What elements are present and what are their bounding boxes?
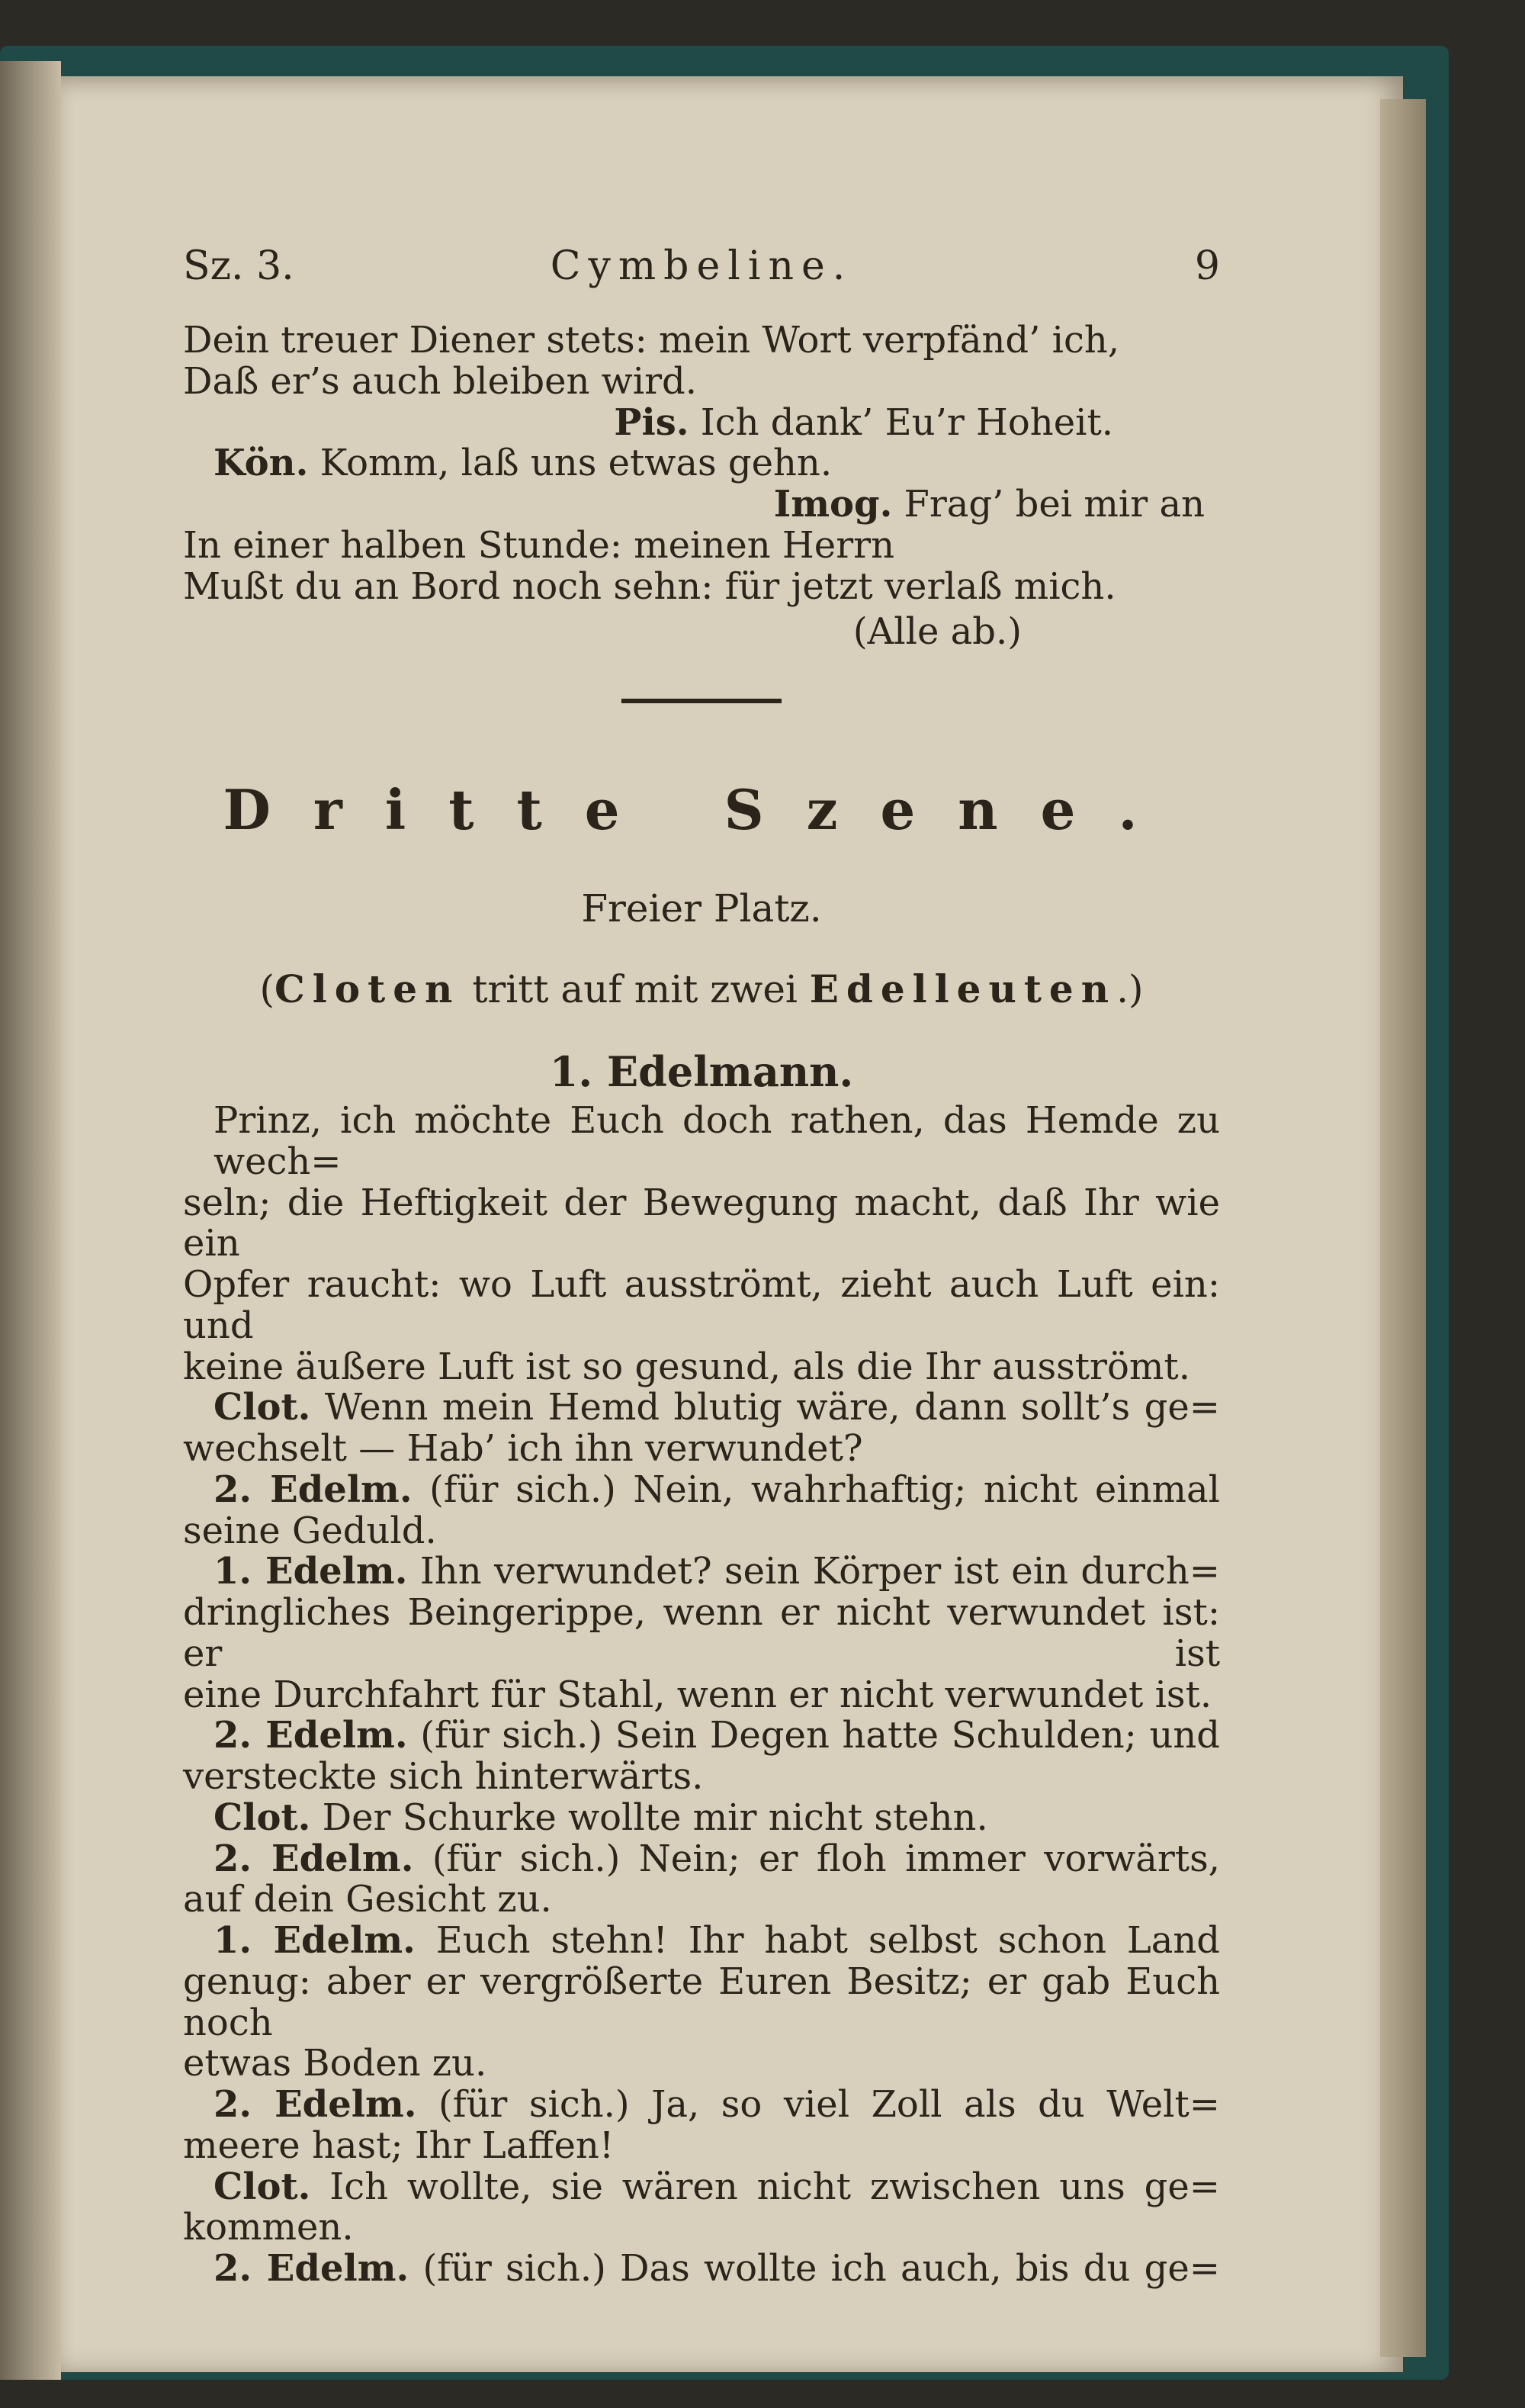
play-title: Cymbeline. (550, 243, 853, 289)
scene-title: Dritte Szene. (223, 777, 1180, 842)
stage-direction-exit: (Alle ab.) (852, 610, 1022, 654)
speech (183, 1551, 1220, 1715)
dialogue-block (183, 1387, 1220, 2290)
speaker-name: 1. Edelm. (214, 1919, 416, 1963)
prose-line: genug: aber er vergrößerte Euren Besitz; er gab Euch noch (183, 1960, 1220, 2044)
prose-line (183, 1839, 1220, 1880)
prose-line (183, 1470, 1220, 1511)
prose-line: kommen. (183, 2206, 354, 2249)
prose-line: etwas Boden zu. (183, 2042, 487, 2085)
speaker-name: 2. Edelm. (214, 1714, 408, 1757)
prose-line (183, 1387, 1220, 1429)
speech-text: Ihn verwundet? sein Körper ist ein durch= (419, 1550, 1220, 1593)
verse-line: Mußt du an Bord noch sehn: für jetzt verlaß mich. (183, 564, 1116, 608)
prose-line (183, 2249, 1220, 2290)
speech (183, 1715, 1220, 1798)
speaker-name: Clot. (214, 2165, 311, 2208)
speech-text: Nein, wahrhaftig; nicht einmal (633, 1468, 1220, 1511)
stage-direction-entrance (183, 968, 1220, 1011)
paren-close: .) (1116, 966, 1144, 1011)
speaker-name: Clot. (214, 1796, 311, 1839)
speech-text: Das wollte ich auch, bis du ge= (620, 2247, 1220, 2291)
prose-line (183, 2167, 1220, 2208)
prose-line: seine Geduld. (183, 1509, 437, 1552)
speech-text: Wenn mein Hemd blutig wäre, dann sollt’s ge= (324, 1386, 1220, 1429)
dialogue-line-kon (183, 443, 1220, 484)
speech (183, 1921, 1220, 2085)
speech-text: Ich dank’ Eu’r Hoheit. (700, 400, 1113, 444)
prose-line: versteckte sich hinterwärts. (183, 1755, 704, 1799)
prose-line (183, 2085, 1220, 2126)
prose-line: eine Durchfahrt für Stahl, wenn er nicht verwundet ist. (183, 1673, 1212, 1716)
verse-line: Dein treuer Diener stets: mein Wort verpfänd’ ich, (183, 319, 1120, 362)
page-fore-edge (1380, 99, 1426, 2357)
prose-line: meere hast; Ihr Laffen! (183, 2123, 615, 2167)
book-spine (0, 61, 61, 2380)
section-divider (621, 699, 782, 703)
prose-line: auf dein Gesicht zu. (183, 1878, 552, 1921)
page-number: 9 (1194, 243, 1220, 289)
speaker-name: 2. Edelm. (214, 1468, 413, 1511)
speaker-name: 2. Edelm. (214, 1837, 414, 1880)
speech (183, 2167, 1220, 2249)
speaker-name: 1. Edelm. (214, 1550, 408, 1593)
prose-line (183, 1715, 1220, 1757)
page-content (183, 229, 1220, 2290)
speech-text: Euch stehn! Ihr habt selbst schon Land (435, 1919, 1221, 1963)
scene-number: Sz. 3. (183, 243, 294, 289)
speech (183, 1470, 1220, 1552)
speaker-name: 2. Edelm. (214, 2083, 417, 2127)
character-name: Edelleuten (809, 966, 1117, 1011)
speaker-name: Kön. (214, 442, 309, 485)
prose-line (183, 1798, 1220, 1839)
speech-text: Der Schurke wollte mir nicht stehn. (322, 1796, 988, 1839)
running-header (183, 229, 1220, 320)
speaker-name: 2. Edelm. (214, 2247, 409, 2291)
speech (183, 2085, 1220, 2167)
speaker-heading: 1. Edelmann. (549, 1046, 854, 1096)
prose-line (183, 1921, 1220, 1962)
speaker-name: Clot. (214, 1386, 311, 1429)
aside: (für sich.) (438, 2083, 630, 2127)
paren-open: ( (259, 966, 275, 1011)
verse-line: Daß er’s auch bleiben wird. (183, 359, 698, 403)
aside: (für sich.) (432, 1837, 621, 1880)
prose-line: wechselt — Hab’ ich ihn verwundet? (183, 1427, 863, 1471)
prose-line: keine äußere Luft ist so gesund, als die Ihr ausströmt. (183, 1345, 1190, 1388)
scene-place: Freier Platz. (581, 886, 822, 931)
speech-text: Ja, so viel Zoll als du Welt= (651, 2083, 1220, 2127)
speech-text: Komm, laß uns etwas gehn. (319, 442, 833, 485)
prose-line: Opfer raucht: wo Luft ausströmt, zieht auch Luft ein: und (183, 1263, 1220, 1347)
speaker-name: Imog. (773, 483, 893, 526)
speech (183, 1387, 1220, 1470)
speech (183, 2249, 1220, 2290)
stage-text: tritt auf mit zwei (460, 966, 810, 1011)
speech-text: Sein Degen hatte Schulden; und (615, 1714, 1221, 1757)
character-name: Cloten (274, 966, 461, 1011)
speech (183, 1798, 1220, 1839)
aside: (für sich.) (420, 1714, 603, 1757)
speaker-name: Pis. (614, 400, 689, 444)
prose-line: seln; die Heftigkeit der Bewegung macht, daß Ihr wie ein (183, 1181, 1220, 1265)
speech (183, 1839, 1220, 1921)
prose-line: dringliches Beingerippe, wenn er nicht verwundet ist: er ist (183, 1591, 1220, 1675)
speech-text: Nein; er floh immer vorwärts, (638, 1837, 1221, 1880)
speech-text: Ich wollte, sie wären nicht zwischen uns ge= (329, 2165, 1220, 2208)
dialogue-line-pis (183, 400, 1220, 444)
prose-line: Prinz, ich möchte Euch doch rathen, das Hemde zu wech= (214, 1099, 1220, 1183)
dialogue-line-imog (183, 484, 1220, 526)
aside: (für sich.) (429, 1468, 616, 1511)
verse-line: In einer halben Stunde: meinen Herrn (183, 523, 894, 567)
aside: (für sich.) (422, 2247, 606, 2291)
prose-line (183, 1551, 1220, 1593)
speech-text: Frag’ bei mir an (904, 483, 1205, 526)
